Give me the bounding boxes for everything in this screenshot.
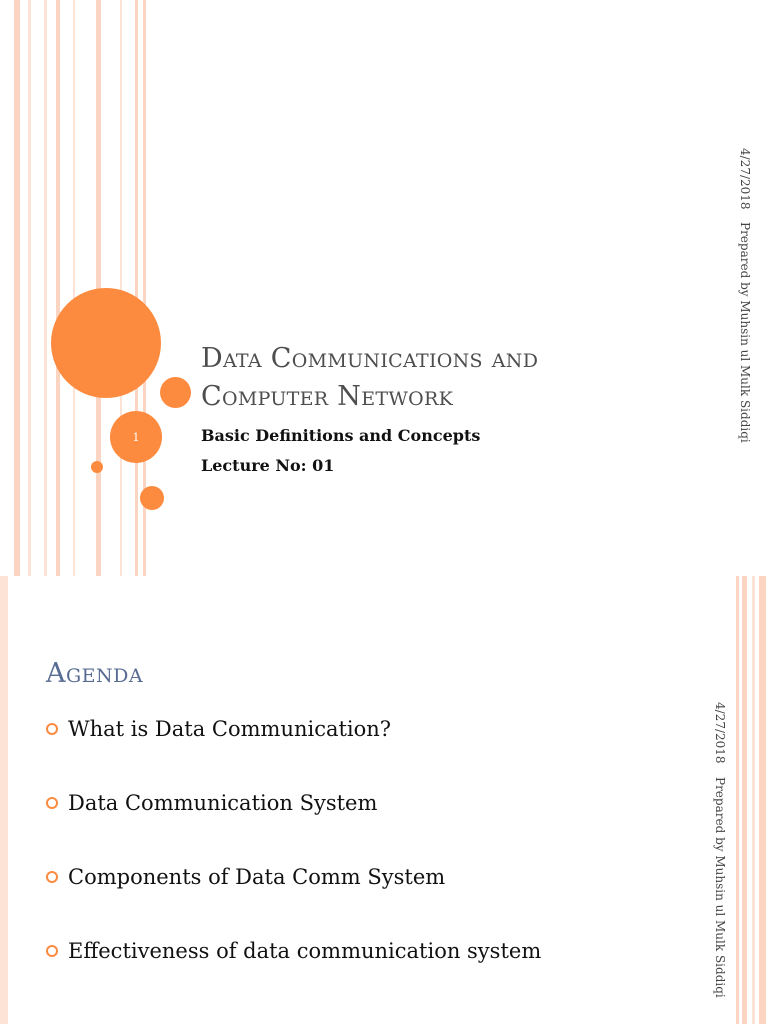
title-line-2: Computer Network [201, 381, 454, 412]
lecture-number: Lecture No: 01 [201, 456, 335, 475]
decor-stripe [120, 0, 122, 576]
slide-date: 4/27/2018 [738, 148, 752, 210]
agenda-title: Agenda [46, 658, 144, 689]
slide-number-badge [110, 411, 162, 463]
agenda-item [46, 717, 391, 741]
bullet-icon [46, 723, 58, 735]
slide-title [201, 340, 721, 416]
agenda-item-text: Components of Data Comm System [68, 865, 446, 889]
bullet-icon [46, 945, 58, 957]
decor-stripe [742, 576, 747, 1024]
agenda-item [46, 865, 445, 889]
agenda-item [46, 791, 377, 815]
bullet-icon [46, 871, 58, 883]
decor-stripe [73, 0, 75, 576]
title-line-1: Data Communications and [201, 343, 539, 374]
slide-author: Prepared by Muhsin ul Mulk Siddiqi [738, 222, 752, 443]
agenda-item [46, 939, 541, 963]
decor-stripe [132, 0, 140, 576]
decor-stripe [28, 0, 31, 576]
bullet-icon [46, 797, 58, 809]
slide-number: 1 [132, 430, 140, 444]
agenda-item-text: Effectiveness of data communication system [68, 939, 542, 963]
decor-stripe [752, 576, 755, 1024]
slide-subtitle: Basic Definitions and Concepts [201, 426, 481, 445]
decor-stripe [14, 0, 20, 576]
decor-stripe [56, 0, 60, 576]
decor-stripe [0, 576, 8, 1024]
agenda-item-text: Data Communication System [68, 791, 378, 815]
decor-circle-tiny [91, 461, 103, 473]
decor-stripe [736, 576, 739, 1024]
slide-date: 4/27/2018 [713, 702, 727, 764]
slide-author: Prepared by Muhsin ul Mulk Siddiqi [713, 777, 727, 998]
agenda-slide [0, 576, 768, 1024]
decor-stripe [44, 0, 47, 576]
agenda-item-text: What is Data Communication? [68, 717, 392, 741]
decor-circle-large [51, 288, 161, 398]
decor-circle-small [140, 486, 164, 510]
decor-circle-small [160, 377, 191, 408]
decor-stripe [759, 576, 766, 1024]
